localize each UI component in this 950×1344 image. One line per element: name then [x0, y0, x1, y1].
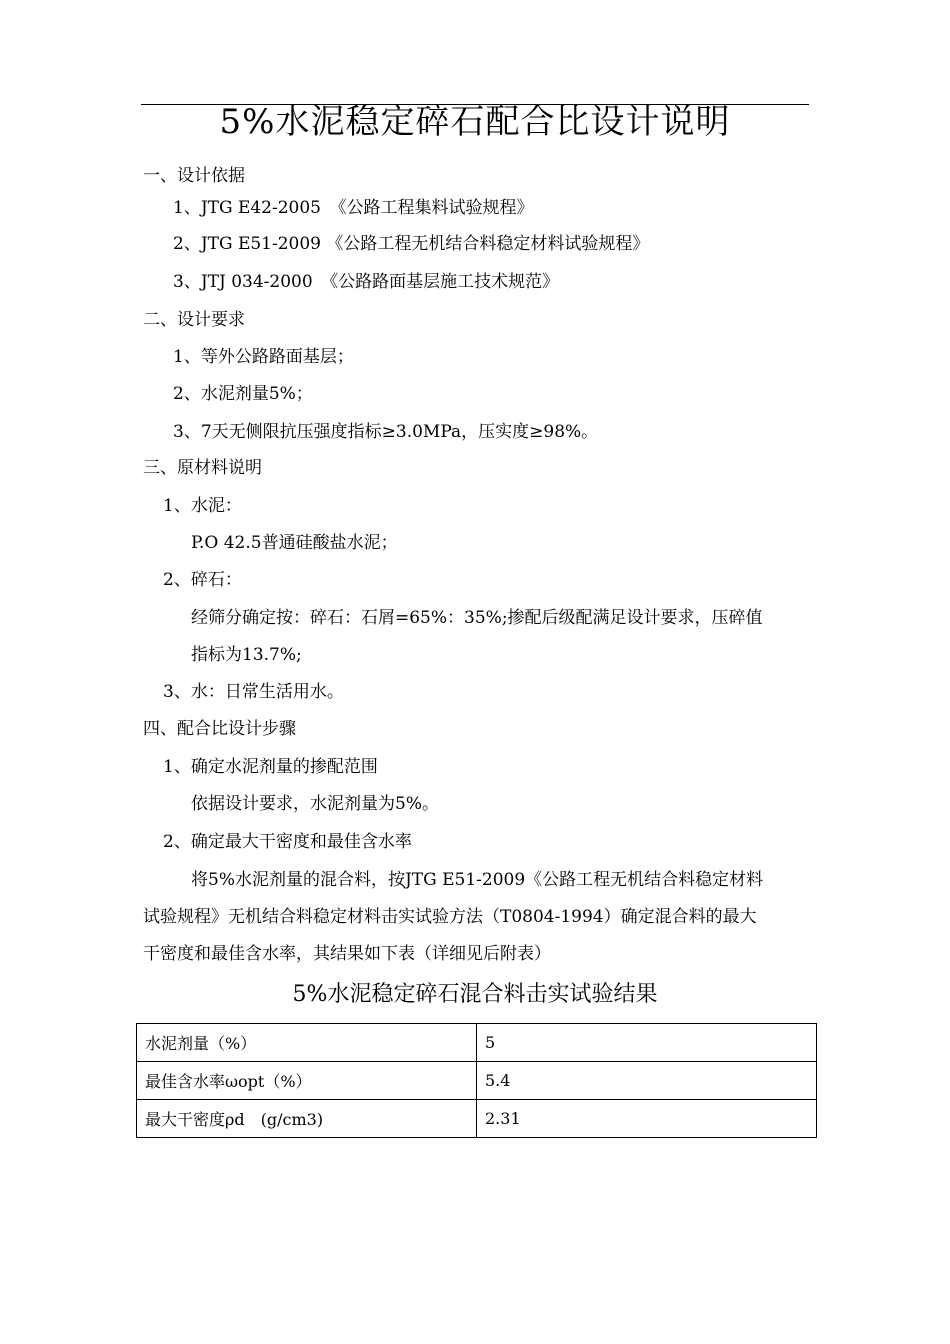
- table-cell-value: 5: [477, 1024, 817, 1062]
- list-item: 3、7天无侧限抗压强度指标≥3.0MPa，压实度≥98%。: [173, 422, 599, 442]
- table-cell-value: 2.31: [477, 1100, 817, 1138]
- list-item: 2、碎石：: [163, 570, 242, 590]
- list-item: 1、水泥：: [163, 496, 242, 516]
- paragraph-line: 试验规程》无机结合料稳定材料击实试验方法（T0804-1994）确定混合料的最大: [143, 907, 757, 927]
- paragraph-line: 干密度和最佳含水率，其结果如下表（详细见后附表）: [143, 944, 551, 964]
- paragraph-line: 指标为13.7%;: [191, 645, 302, 665]
- paragraph-line: 依据设计要求，水泥剂量为5%。: [191, 794, 439, 814]
- compaction-result-table: [136, 1023, 817, 1138]
- section-heading: 四、配合比设计步骤: [143, 719, 296, 739]
- paragraph-line: 经筛分确定按：碎石：石屑=65%：35%;掺配后级配满足设计要求，压碎值: [191, 608, 763, 628]
- list-item: 1、JTG E42-2005 《公路工程集料试验规程》: [173, 198, 534, 218]
- section-heading: 一、设计依据: [143, 166, 245, 186]
- list-item: 2、确定最大干密度和最佳含水率: [163, 832, 412, 852]
- table-row: [137, 1024, 817, 1062]
- section-heading: 二、设计要求: [143, 310, 245, 330]
- table-cell-label: 最大干密度ρd (g/cm3): [137, 1100, 477, 1138]
- list-item: 3、水：日常生活用水。: [163, 682, 344, 702]
- paragraph-line: 将5%水泥剂量的混合料，按JTG E51-2009《公路工程无机结合料稳定材料: [191, 870, 764, 890]
- table-row: [137, 1100, 817, 1138]
- table-cell-value: 5.4: [477, 1062, 817, 1100]
- document-title: 5%水泥稳定碎石配合比设计说明: [219, 102, 731, 142]
- table-row: [137, 1062, 817, 1100]
- list-item: 2、JTG E51-2009 《公路工程无机结合料稳定材料试验规程》: [173, 234, 650, 254]
- table-cell-label: 最佳含水率ωopt（%）: [137, 1062, 477, 1100]
- section-heading: 三、原材料说明: [143, 458, 262, 478]
- list-item: 2、水泥剂量5%；: [173, 384, 313, 404]
- list-item: 1、确定水泥剂量的掺配范围: [163, 757, 378, 777]
- list-item: 1、等外公路路面基层；: [173, 347, 354, 367]
- table-title: 5%水泥稳定碎石混合料击实试验结果: [292, 982, 658, 1007]
- table-cell-label: 水泥剂量（%）: [137, 1024, 477, 1062]
- paragraph-line: P.O 42.5普通硅酸盐水泥；: [191, 533, 398, 553]
- list-item: 3、JTJ 034-2000 《公路路面基层施工技术规范》: [173, 272, 560, 292]
